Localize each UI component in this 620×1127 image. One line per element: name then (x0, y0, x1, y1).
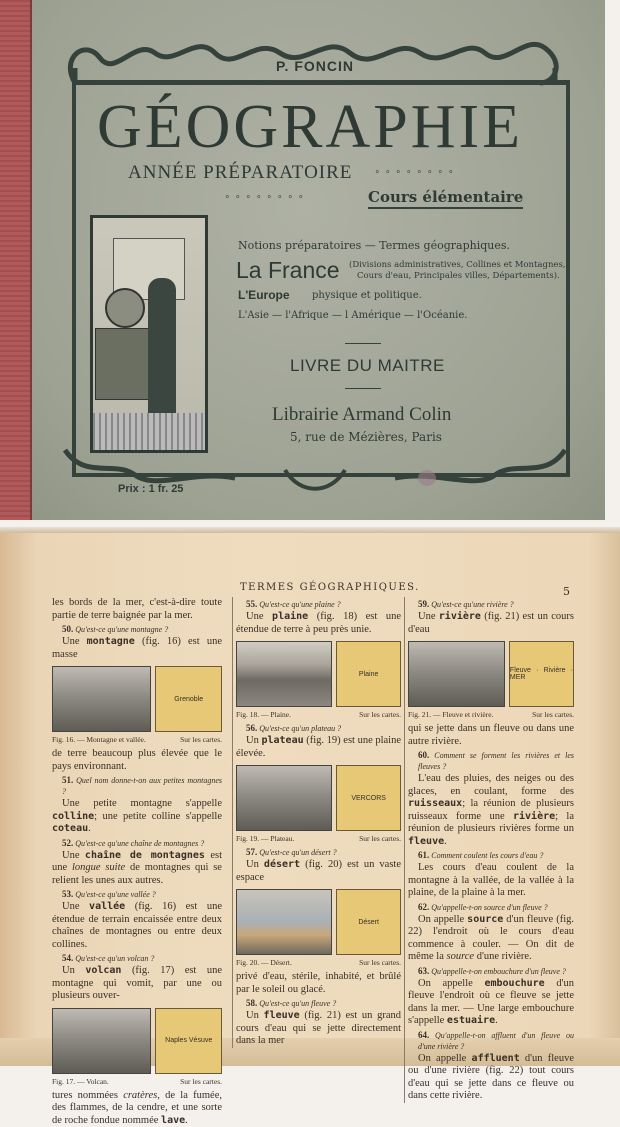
text-run: Une (246, 611, 272, 622)
answer-paragraph (408, 978, 574, 1028)
question (418, 902, 574, 913)
question (62, 889, 222, 900)
text-run: d'un fleuve (fig. 22) l'endroit où le cours d'eau commence à couler. — On dit de même la (408, 914, 574, 963)
contents-europe: L'Europe (238, 288, 290, 302)
question-text: Qu'est-ce qu'une plaine ? (259, 600, 340, 609)
key-term: désert (264, 859, 300, 870)
author: P. FONCIN (260, 58, 370, 74)
text-run: Les cours d'eau coulent de la montagne à la vallée, de la vallée à la plaine, de la plaine à la mer. (408, 862, 574, 898)
map-label: Plaine (359, 671, 378, 678)
floor-pattern (93, 413, 205, 453)
key-term: rivière (513, 811, 555, 822)
text-column-2 (232, 597, 401, 1048)
text-run: de terre beaucoup plus élevée que le pays environnant. (52, 748, 222, 772)
question-text: Qu'est-ce qu'un fleuve ? (259, 999, 336, 1008)
question-text: Comment coulent les cours d'eau ? (431, 851, 543, 860)
map-illustration (509, 641, 574, 707)
question-text: Qu'est-ce qu'une montagne ? (75, 625, 168, 634)
answer-paragraph (52, 636, 222, 661)
question-text: Qu'est-ce qu'un plateau ? (259, 724, 341, 733)
engraving-illustration (52, 1008, 151, 1074)
answer-paragraph (408, 773, 574, 848)
contents-france-details (349, 260, 566, 282)
answer-paragraph (52, 798, 222, 836)
answer-paragraph (52, 748, 222, 773)
question (62, 838, 222, 849)
map-caption: Sur les cartes. (359, 834, 401, 844)
answer-paragraph (52, 965, 222, 1003)
text-run: . (495, 1015, 498, 1026)
figure-caption: Fig. 21. — Fleuve et rivière. (408, 710, 493, 720)
question-number: 64. (418, 1030, 429, 1040)
figure (236, 641, 401, 707)
figure (52, 666, 222, 732)
text-run: (fig. 16) est une étendue de terrain encaissée entre deux chaînes de montagnes ou entre deux collines. (52, 901, 222, 950)
question-number: 50. (62, 624, 73, 634)
key-term: chaîne de montagnes (85, 850, 205, 861)
publisher-address: 5, rue de Mézières, Paris (290, 430, 442, 444)
figure-captions (236, 710, 401, 720)
question (418, 1030, 574, 1052)
text-run: ; une petite colline s'appelle (94, 811, 222, 822)
map-label: Fleuve · Rivière · MER (510, 667, 573, 681)
answer-paragraph (236, 859, 401, 884)
question-number: 63. (418, 966, 429, 976)
dot-ornament: °°°°°°°° (225, 195, 309, 205)
text-run: d'un fleuve ou d'une rivière (fig. 22) tout cours d'eau qui se jette dans ce fleuve ou dans cette rivière. (408, 1053, 574, 1102)
answer-paragraph (236, 1010, 401, 1048)
key-term: affluent (472, 1053, 520, 1064)
text-run: On appelle (418, 914, 467, 925)
contents-notions: Notions préparatoires — Termes géographiques. (238, 239, 510, 252)
map-illustration (336, 889, 401, 955)
text-run: Un (246, 735, 261, 746)
text-run: On appelle (418, 1053, 472, 1064)
stain (418, 470, 436, 486)
text-run: d'un fleuve l'endroit où ce fleuve se jette dans la mer. — Une large embouchure s'appelle (408, 978, 574, 1027)
question-text: Qu'est-ce qu'un volcan ? (75, 954, 154, 963)
key-term: vallée (89, 901, 125, 912)
question (62, 953, 222, 964)
question-number: 57. (246, 847, 257, 857)
key-term: rivière (439, 611, 481, 622)
map-illustration (155, 1008, 222, 1074)
text-run: . (185, 1115, 188, 1126)
answer-paragraph (52, 850, 222, 888)
text-run: est une (52, 850, 222, 874)
emphasis: longue suite (72, 862, 125, 873)
map-illustration (336, 641, 401, 707)
text-run: (fig. 19) est une plaine élevée. (236, 735, 401, 759)
text-run: . (444, 836, 447, 847)
answer-paragraph (408, 723, 574, 748)
figure-caption: Fig. 20. — Désert. (236, 958, 292, 968)
question-number: 54. (62, 953, 73, 963)
subtitle: ANNÉE PRÉPARATOIRE (128, 162, 352, 184)
figure-caption: Fig. 19. — Plateau. (236, 834, 294, 844)
page-number: 5 (563, 585, 570, 598)
contents-france: La France (236, 257, 340, 284)
question (418, 599, 574, 610)
map-label: Grenoble (174, 696, 203, 703)
course-level: Cours élémentaire (368, 188, 523, 209)
text-run: Un (62, 965, 85, 976)
question (418, 966, 574, 977)
figure-caption: Fig. 16. — Montagne et vallée. (52, 735, 146, 745)
question (62, 775, 222, 797)
question-text: Qu'appelle-t-on source d'un fleuve ? (431, 903, 547, 912)
emphasis: source (446, 951, 474, 962)
text-run: (fig. 18) est une étendue de terre à peu près unie. (236, 611, 401, 635)
engraving-illustration (236, 889, 332, 955)
map-illustration (336, 765, 401, 831)
running-head: TERMES GÉOGRAPHIQUES. (240, 582, 420, 593)
question-number: 56. (246, 723, 257, 733)
text-run: ; la réunion de plusieurs rivières forme un (408, 811, 574, 835)
question-text: Qu'est-ce qu'une rivière ? (431, 600, 513, 609)
map-caption: Sur les cartes. (532, 710, 574, 720)
book-title: GÉOGRAPHIE (90, 92, 530, 163)
map-caption: Sur les cartes. (359, 710, 401, 720)
text-run: Une (62, 901, 89, 912)
question-number: 52. (62, 838, 73, 848)
figure-captions (408, 710, 574, 720)
map-caption: Sur les cartes. (180, 735, 222, 745)
text-run: , de la fumée, des flammes, de la cendre, et une sorte de roche fondue nommée (52, 1090, 222, 1126)
text-run: On appelle (418, 978, 484, 989)
figure-captions (52, 1077, 222, 1087)
map-illustration (155, 666, 222, 732)
key-term: estuaire (447, 1015, 495, 1026)
map-label: VERCORS (351, 795, 386, 802)
key-term: volcan (85, 965, 121, 976)
question-number: 60. (418, 750, 429, 760)
question-text: Qu'appelle-t-on embouchure d'un fleuve ? (431, 967, 566, 976)
question (418, 750, 574, 772)
text-run: d'une rivière. (474, 951, 532, 962)
question-number: 53. (62, 889, 73, 899)
figure (52, 1008, 222, 1074)
text-column-3 (404, 597, 574, 1103)
book-cover (0, 0, 607, 520)
question-number: 51. (62, 775, 73, 785)
book-type: LIVRE DU MAITRE (290, 356, 445, 376)
answer-paragraph (52, 597, 222, 622)
text-run: qui se jette dans un fleuve ou dans une autre rivière. (408, 723, 574, 747)
engraving-illustration (408, 641, 505, 707)
question-number: 55. (246, 599, 257, 609)
question (418, 850, 574, 861)
text-run: les bords de la mer, c'est-à-dire toute partie de terre baignée par la mer. (52, 597, 222, 621)
key-term: coteau (52, 823, 88, 834)
globe-icon (105, 288, 145, 328)
france-details-line: (Divisions administratives, Collines et Montagnes, (349, 260, 566, 270)
answer-paragraph (236, 971, 401, 996)
question (246, 847, 401, 858)
map-label: Désert (358, 919, 379, 926)
text-run: de montagnes qui se relient les unes aux autres. (52, 862, 222, 886)
key-term: embouchure (484, 978, 544, 989)
map-caption: Sur les cartes. (359, 958, 401, 968)
engraving-illustration (52, 666, 151, 732)
text-run: Une petite montagne s'appelle (62, 798, 222, 809)
figure (236, 765, 401, 831)
publisher: Librairie Armand Colin (272, 404, 451, 426)
text-run: (fig. 16) est une masse (52, 636, 222, 660)
text-run: Une (62, 636, 87, 647)
key-term: ruisseaux (408, 798, 462, 809)
figure (236, 889, 401, 955)
text-run: privé d'eau, stérile, inhabité, et brûlé par le soleil ou glacé. (236, 971, 401, 995)
text-column-1 (52, 597, 222, 1127)
text-run: Une (62, 850, 85, 861)
question (246, 599, 401, 610)
question-number: 62. (418, 902, 429, 912)
figure-captions (236, 834, 401, 844)
divider (345, 388, 381, 389)
answer-paragraph (236, 611, 401, 636)
text-run: (fig. 21) est un grand cours d'eau qui se jette directement dans la mer (236, 1010, 401, 1046)
background (605, 0, 620, 520)
contents-other-continents: L'Asie — l'Afrique — l Amérique — l'Océanie. (238, 310, 467, 321)
question-text: Quel nom donne-t-on aux petites montagnes ? (62, 776, 222, 796)
key-term: fleuve (264, 1010, 300, 1021)
emphasis: cratères (123, 1090, 157, 1101)
question-text: Comment se forment les rivières et les fleuves ? (418, 751, 574, 771)
book-spine (0, 0, 32, 520)
answer-paragraph (408, 914, 574, 964)
contents-europe-details: physique et politique. (312, 290, 422, 301)
engraving-illustration (236, 765, 332, 831)
map-caption: Sur les cartes. (180, 1077, 222, 1087)
question-number: 58. (246, 998, 257, 1008)
text-run: Un (246, 1010, 264, 1021)
text-run: (fig. 21) est un cours d'eau (408, 611, 574, 635)
key-term: montagne (87, 636, 135, 647)
map-label: Naples Vésuve (165, 1037, 212, 1044)
text-run: (fig. 17) est une montagne qui vomit, par une ou plusieurs ouver- (52, 965, 222, 1001)
figure-captions (52, 735, 222, 745)
key-term: plateau (261, 735, 303, 746)
key-term: fleuve (408, 836, 444, 847)
question (246, 723, 401, 734)
text-run: ; la réunion de plusieurs ruisseaux forme une (408, 798, 574, 822)
answer-paragraph (52, 1090, 222, 1127)
cover-illustration (90, 215, 208, 453)
key-term: plaine (272, 611, 308, 622)
question (62, 624, 222, 635)
question (246, 998, 401, 1009)
figure-caption: Fig. 17. — Volcan. (52, 1077, 109, 1087)
dot-ornament: °°°°°°°° (375, 170, 459, 180)
question-number: 61. (418, 850, 429, 860)
price: Prix : 1 fr. 25 (118, 483, 183, 495)
key-term: lave (161, 1115, 185, 1126)
question-text: Qu'est-ce qu'une vallée ? (75, 890, 156, 899)
key-term: source (467, 914, 503, 925)
schoolboy-figure (148, 278, 176, 418)
question-text: Qu'appelle-t-on affluent d'un fleuve ou d'une rivière ? (418, 1031, 574, 1051)
figure-captions (236, 958, 401, 968)
answer-paragraph (408, 611, 574, 636)
divider (345, 343, 381, 344)
key-term: colline (52, 811, 94, 822)
answer-paragraph (236, 735, 401, 760)
question-text: Qu'est-ce qu'une chaîne de montagnes ? (75, 839, 204, 848)
figure-caption: Fig. 18. — Plaine. (236, 710, 291, 720)
engraving-illustration (236, 641, 332, 707)
france-details-line: Cours d'eau, Principales villes, Départements). (349, 271, 560, 281)
text-run: Un (246, 859, 264, 870)
text-run: Une (418, 611, 439, 622)
answer-paragraph (52, 901, 222, 951)
text-run: L'eau des pluies, des neiges ou des glaces, en coulant, forme des (408, 773, 574, 797)
answer-paragraph (408, 862, 574, 900)
answer-paragraph (408, 1053, 574, 1103)
text-run: (fig. 20) est un vaste espace (236, 859, 401, 883)
text-run: . (88, 823, 91, 834)
figure (408, 641, 574, 707)
question-number: 59. (418, 599, 429, 609)
text-run: tures nommées (52, 1090, 123, 1101)
question-text: Qu'est-ce qu'un désert ? (259, 848, 336, 857)
